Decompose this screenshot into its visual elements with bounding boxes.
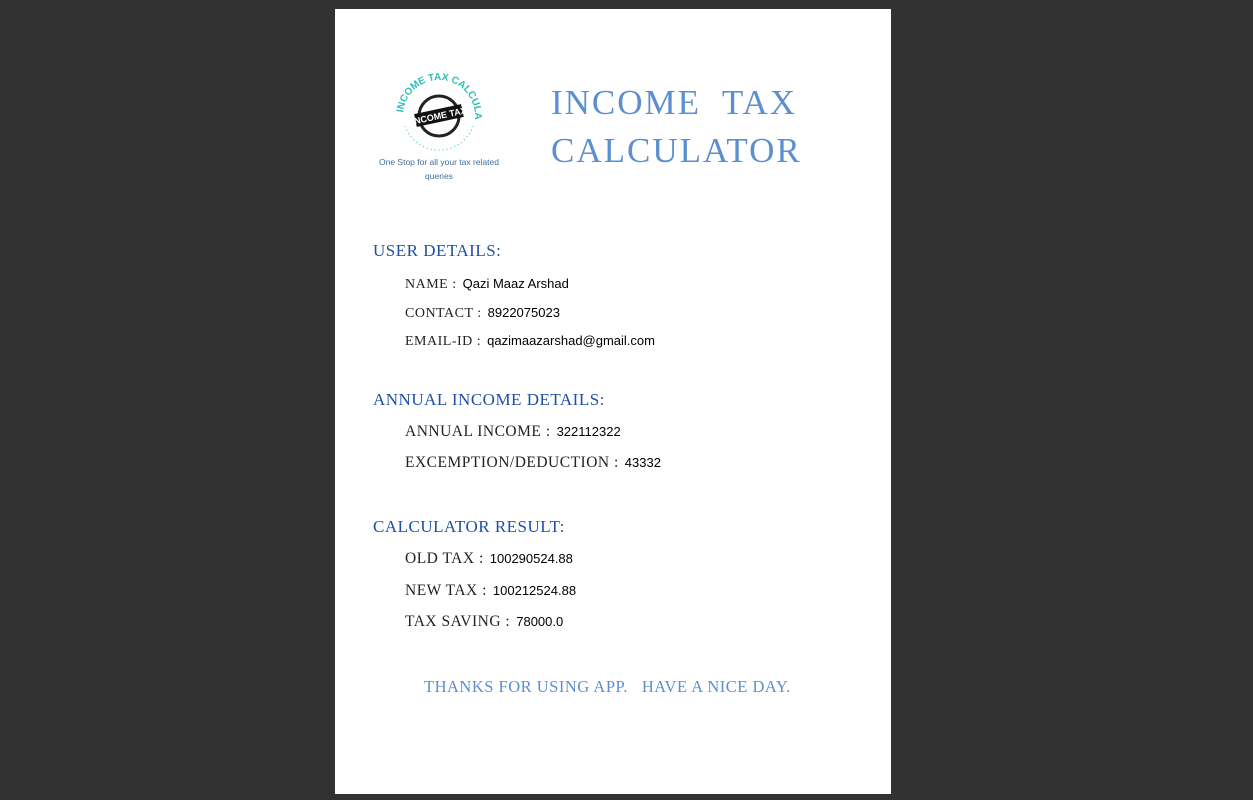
result-heading: CALCULATOR RESULT: <box>373 517 565 536</box>
label: EXCEMPTION/DEDUCTION : <box>405 454 619 471</box>
label: NEW TAX : <box>405 582 487 599</box>
new-tax-row <box>405 582 576 600</box>
label: TAX SAVING : <box>405 613 511 630</box>
user-details-heading: USER DETAILS: <box>373 241 502 260</box>
deduction-row <box>405 454 661 472</box>
label: EMAIL-ID : <box>405 334 482 349</box>
value: 100290524.88 <box>489 551 573 566</box>
thanks-message: THANKS FOR USING APP. HAVE A NICE DAY. <box>424 677 791 696</box>
tax-saving-row <box>405 613 563 631</box>
name-row <box>405 275 569 293</box>
annual-income-row <box>405 423 621 441</box>
old-tax-row <box>405 550 573 568</box>
value: 8922075023 <box>487 305 560 320</box>
logo-tagline <box>375 155 503 183</box>
label: OLD TAX : <box>405 550 484 567</box>
title-line-1: INCOME TAX <box>551 83 798 122</box>
svg-text:INCOME TAX: INCOME TAX <box>410 105 468 127</box>
svg-text:INCOME TAX CALCULATOR: INCOME TAX CALCULA <box>395 71 484 120</box>
tagline-line: queries <box>425 171 453 181</box>
value: 78000.0 <box>516 614 564 629</box>
label: CONTACT : <box>405 306 482 321</box>
income-heading: ANNUAL INCOME DETAILS: <box>373 390 605 409</box>
title-line-2: CALCULATOR <box>551 131 802 170</box>
value: 43332 <box>624 455 661 470</box>
tagline-line: One Stop for all your tax related <box>378 157 499 167</box>
value: 322112322 <box>556 424 621 439</box>
document-page <box>335 9 891 794</box>
value: Qazi Maaz Arshad <box>462 276 569 291</box>
contact-row <box>405 304 560 322</box>
page-title <box>551 79 802 175</box>
email-row <box>405 332 655 350</box>
value: 100212524.88 <box>492 583 577 598</box>
value: qazimaazarshad@gmail.com <box>487 333 655 348</box>
label: NAME : <box>405 277 457 292</box>
label: ANNUAL INCOME : <box>405 423 551 440</box>
